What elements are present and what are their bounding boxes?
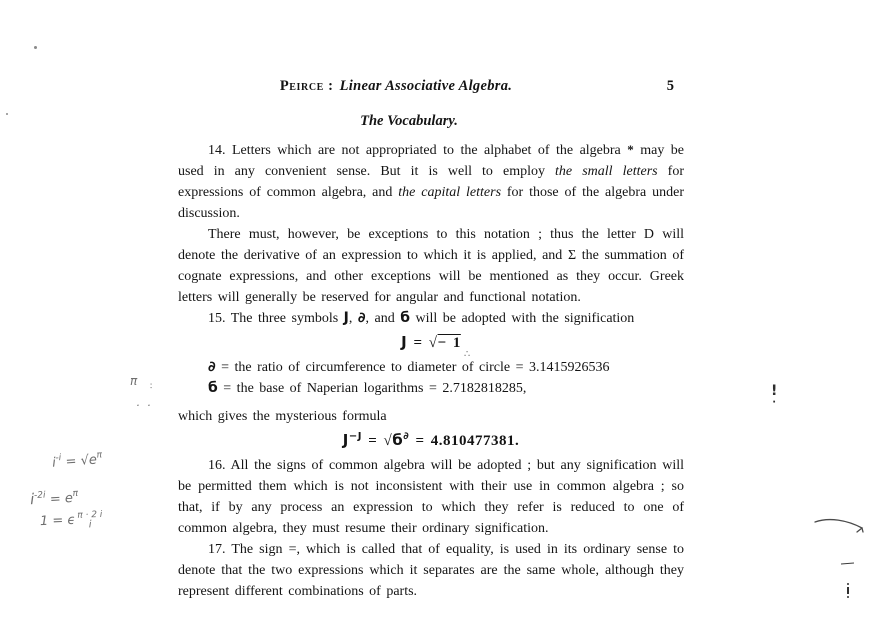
pencil-note-i-power-2: $i^{-2i} = e^\pi$ bbox=[29, 488, 79, 509]
symbol-e: б bbox=[392, 431, 404, 449]
scan-speck bbox=[34, 46, 37, 49]
text-block bbox=[178, 139, 684, 602]
header-author: Peirce : bbox=[279, 78, 334, 94]
margin-dash-mark bbox=[841, 563, 854, 565]
mysterious-formula: $J^{-J} = √б^\partial = 4.810477381$. bbox=[342, 431, 520, 449]
formula-value: 4.810477381. bbox=[430, 433, 520, 449]
page-number: 5 bbox=[666, 78, 674, 94]
symbol-e: б bbox=[400, 310, 411, 326]
margin-vertical-dots bbox=[846, 583, 849, 598]
margin-exclamation-mark: ! · bbox=[771, 383, 778, 408]
symbol-i: J bbox=[343, 310, 349, 326]
exponent-pi-symbol: ∂ bbox=[403, 431, 410, 442]
paragraph-exceptions: There must, however, be exceptions to this notation ; thus the letter D will denote the derivative of an expression to which it is applied, and Σ the summation of cognate expressions, and other exceptions will be mentioned as they occur. Greek letters will generally be reserved for angular and functional notation. bbox=[178, 227, 684, 305]
header-title: Linear Associative Algebra. bbox=[339, 78, 513, 94]
definition-e: б = the base of Naperian logarithms = 2.7182818285, bbox=[208, 380, 527, 396]
pencil-note-identity: 1 = ϵ π · 2 i i bbox=[39, 509, 103, 531]
mysterious-formula-intro: which gives the mysterious formula bbox=[178, 409, 387, 424]
radicand: − 1 bbox=[437, 335, 461, 351]
symbol-e: б bbox=[208, 380, 218, 396]
footnote-asterisk: * bbox=[627, 142, 634, 157]
paragraph-14: 14. Letters which are not appropriated to the alphabet of the algebra * may be used in any convenient sense. But it is well to employ the small letters for expressions of common algebra, and the capital letters for those of the algebra under discussion. bbox=[178, 142, 684, 221]
margin-swoosh-line bbox=[813, 514, 871, 540]
pencil-therefore-mark: ∴ bbox=[464, 349, 471, 360]
pencil-dots-mark: · · bbox=[136, 399, 153, 412]
running-header bbox=[178, 78, 684, 95]
section-title: The Vocabulary. bbox=[360, 113, 458, 129]
radical-sign: √ bbox=[428, 335, 438, 351]
definition-pi: ∂ = the ratio of circumference to diameter of circle = 3.1415926536 bbox=[208, 359, 610, 375]
emphasis-capital-letters: the capital letters bbox=[398, 185, 502, 200]
pencil-colon-mark: ∶ bbox=[150, 382, 153, 392]
paragraph-17: 17. The sign =, which is called that of equality, is used in its ordinary sense to denote that the two expressions which it separates are the same whole, although they represent different combinations of parts. bbox=[178, 542, 684, 599]
paragraph-16: 16. All the signs of common algebra will be adopted ; but any signification will be permitted them which is not inconsistent with their use in common algebra ; so that, if by any process an expression to which they refer is reduced to one of common algebra, they must resume their ordinary signification. bbox=[178, 458, 684, 536]
formula-i-equals-sqrt-minus-one: J = √− 1 bbox=[401, 333, 461, 351]
pencil-note-i-power: $i^{-i} = √e^\pi$ bbox=[51, 450, 103, 471]
pencil-pi-label: π bbox=[130, 374, 138, 388]
radical-sign: √ bbox=[383, 433, 393, 449]
symbol-pi: ∂ bbox=[208, 359, 216, 375]
exponent-minus-j: −J bbox=[348, 431, 362, 442]
paragraph-15: 15. The three symbols J, ∂, and б will be adopted with the signification bbox=[208, 310, 635, 326]
scan-speck bbox=[6, 113, 8, 115]
emphasis-small-letters: the small letters bbox=[555, 164, 658, 179]
symbol-pi: ∂ bbox=[357, 310, 366, 326]
